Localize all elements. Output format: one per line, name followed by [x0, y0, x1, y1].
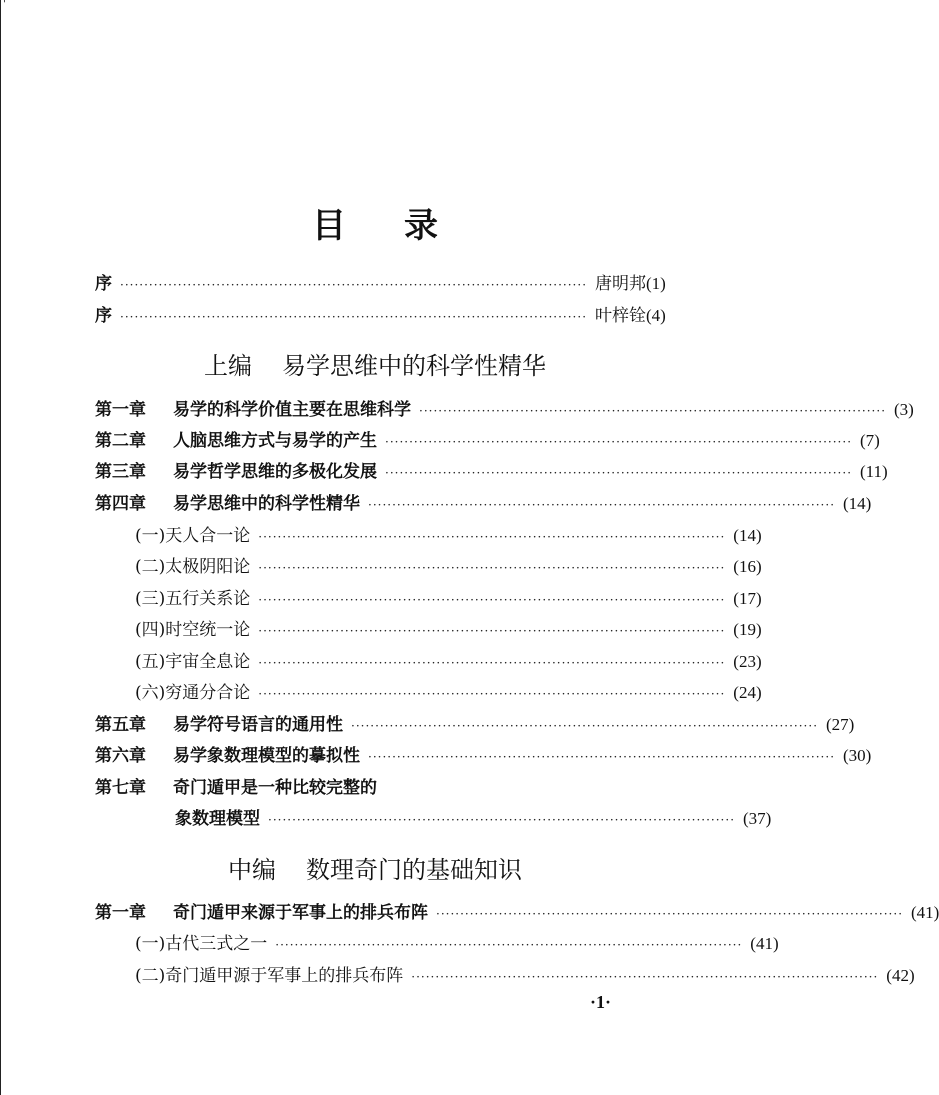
dot-leader: ·································································································: [368, 498, 836, 512]
chapter-title: 奇门遁甲是一种比较完整的: [173, 778, 377, 798]
section-title: (一)古代三式之一: [135, 934, 268, 954]
page-number: (27): [826, 715, 855, 734]
toc-entry-chapter7-cont[interactable]: [175, 805, 772, 833]
chapter-label: 第二章: [95, 431, 146, 451]
toc-sub-entry[interactable]: [135, 616, 762, 644]
chapter-label: 第六章: [95, 746, 146, 766]
dot-leader: ·································································································: [258, 530, 726, 544]
toc-sub-entry[interactable]: [135, 930, 779, 958]
dot-leader: ·································································································: [258, 687, 726, 701]
preface-label: 序: [95, 306, 112, 326]
chapter-title: 奇门遁甲来源于军事上的排兵布阵: [173, 903, 428, 923]
toc-sub-entry[interactable]: [135, 553, 762, 581]
dot-leader: ·································································································: [258, 656, 726, 670]
dot-leader: ·································································································: [411, 970, 879, 984]
dot-leader: ·································································································: [120, 310, 588, 324]
dot-leader: ·································································································: [258, 624, 726, 638]
page-number: (17): [733, 589, 762, 608]
page-number: (16): [733, 557, 762, 576]
part2-heading-title: 数理奇门的基础知识: [306, 856, 522, 884]
chapter-label: 第四章: [95, 494, 146, 514]
dot-leader: ·································································································: [258, 593, 726, 607]
toc-preface-1[interactable]: [95, 270, 666, 298]
dot-leader: ·································································································: [258, 561, 726, 575]
chapter-title: 易学的科学价值主要在思维科学: [173, 400, 411, 420]
page-number: (24): [733, 683, 762, 702]
page-number: (42): [886, 966, 915, 985]
toc-entry-chapter7[interactable]: [95, 774, 655, 802]
page-number: (11): [860, 462, 888, 481]
toc-entry[interactable]: [95, 427, 880, 455]
section-title: (三)五行关系论: [135, 589, 251, 609]
section-title: (二)太极阴阳论: [135, 557, 251, 577]
page-number: (41): [911, 903, 939, 922]
toc-preface-2[interactable]: [95, 302, 666, 330]
dot-leader: ·································································································: [385, 435, 853, 449]
toc-entry[interactable]: [95, 490, 872, 518]
page-number: (14): [843, 494, 872, 513]
part2-heading-part: 中编: [228, 856, 276, 884]
page-title: 目录: [312, 206, 496, 246]
toc-sub-entry[interactable]: [135, 679, 762, 707]
toc-entry[interactable]: [95, 899, 939, 927]
section-title: (六)穷通分合论: [135, 683, 251, 703]
page-number: (23): [733, 652, 762, 671]
chapter-label: 第一章: [95, 903, 146, 923]
toc-sub-entry[interactable]: [135, 648, 762, 676]
chapter-label: 第一章: [95, 400, 146, 420]
dot-leader: ·································································································: [385, 466, 853, 480]
preface-author: 唐明邦(1): [595, 274, 666, 293]
page-left-border: [0, 0, 1, 1095]
part2-heading: [0, 850, 750, 885]
chapter-title: 人脑思维方式与易学的产生: [173, 431, 377, 451]
toc-entry[interactable]: [95, 458, 888, 486]
section-title: (二)奇门遁甲源于军事上的排兵布阵: [135, 966, 404, 986]
dot-leader: ·································································································: [436, 907, 904, 921]
footer-page-number: ·1·: [590, 992, 612, 1012]
dot-leader: ·································································································: [419, 404, 887, 418]
dot-leader: ·································································································: [368, 750, 836, 764]
chapter-title-cont: 象数理模型: [175, 809, 260, 829]
chapter-title: 易学象数理模型的摹拟性: [173, 746, 360, 766]
toc-sub-entry[interactable]: [135, 962, 915, 990]
toc-sub-entry[interactable]: [135, 585, 762, 613]
page-number: (14): [733, 526, 762, 545]
chapter-title: 易学哲学思维的多极化发展: [173, 462, 377, 482]
toc-entry[interactable]: [95, 742, 872, 770]
dot-leader: ·································································································: [268, 813, 736, 827]
corner-mark: ': [3, 0, 6, 10]
page-number: (7): [860, 431, 880, 450]
part1-heading: [0, 346, 750, 381]
chapter-title: 易学符号语言的通用性: [173, 715, 343, 735]
preface-label: 序: [95, 274, 112, 294]
page-number: (3): [894, 400, 914, 419]
page-number: (41): [750, 934, 779, 953]
chapter-label: 第三章: [95, 462, 146, 482]
section-title: (一)天人合一论: [135, 526, 251, 546]
toc-entry[interactable]: [95, 396, 914, 424]
chapter-label: 第五章: [95, 715, 146, 735]
part1-heading-part: 上编: [204, 352, 252, 380]
dot-leader: ·································································································: [275, 938, 743, 952]
page-number: (37): [743, 809, 772, 828]
section-title: (四)时空统一论: [135, 620, 251, 640]
dot-leader: ·································································································: [351, 719, 819, 733]
chapter-label: 第七章: [95, 778, 146, 798]
dot-leader: ·································································································: [120, 278, 588, 292]
chapter-title: 易学思维中的科学性精华: [173, 494, 360, 514]
page-number: (19): [733, 620, 762, 639]
page-number: (30): [843, 746, 872, 765]
preface-author: 叶梓铨(4): [595, 306, 666, 325]
section-title: (五)宇宙全息论: [135, 652, 251, 672]
toc-sub-entry[interactable]: [135, 522, 762, 550]
toc-entry[interactable]: [95, 711, 855, 739]
part1-heading-title: 易学思维中的科学性精华: [282, 352, 546, 380]
